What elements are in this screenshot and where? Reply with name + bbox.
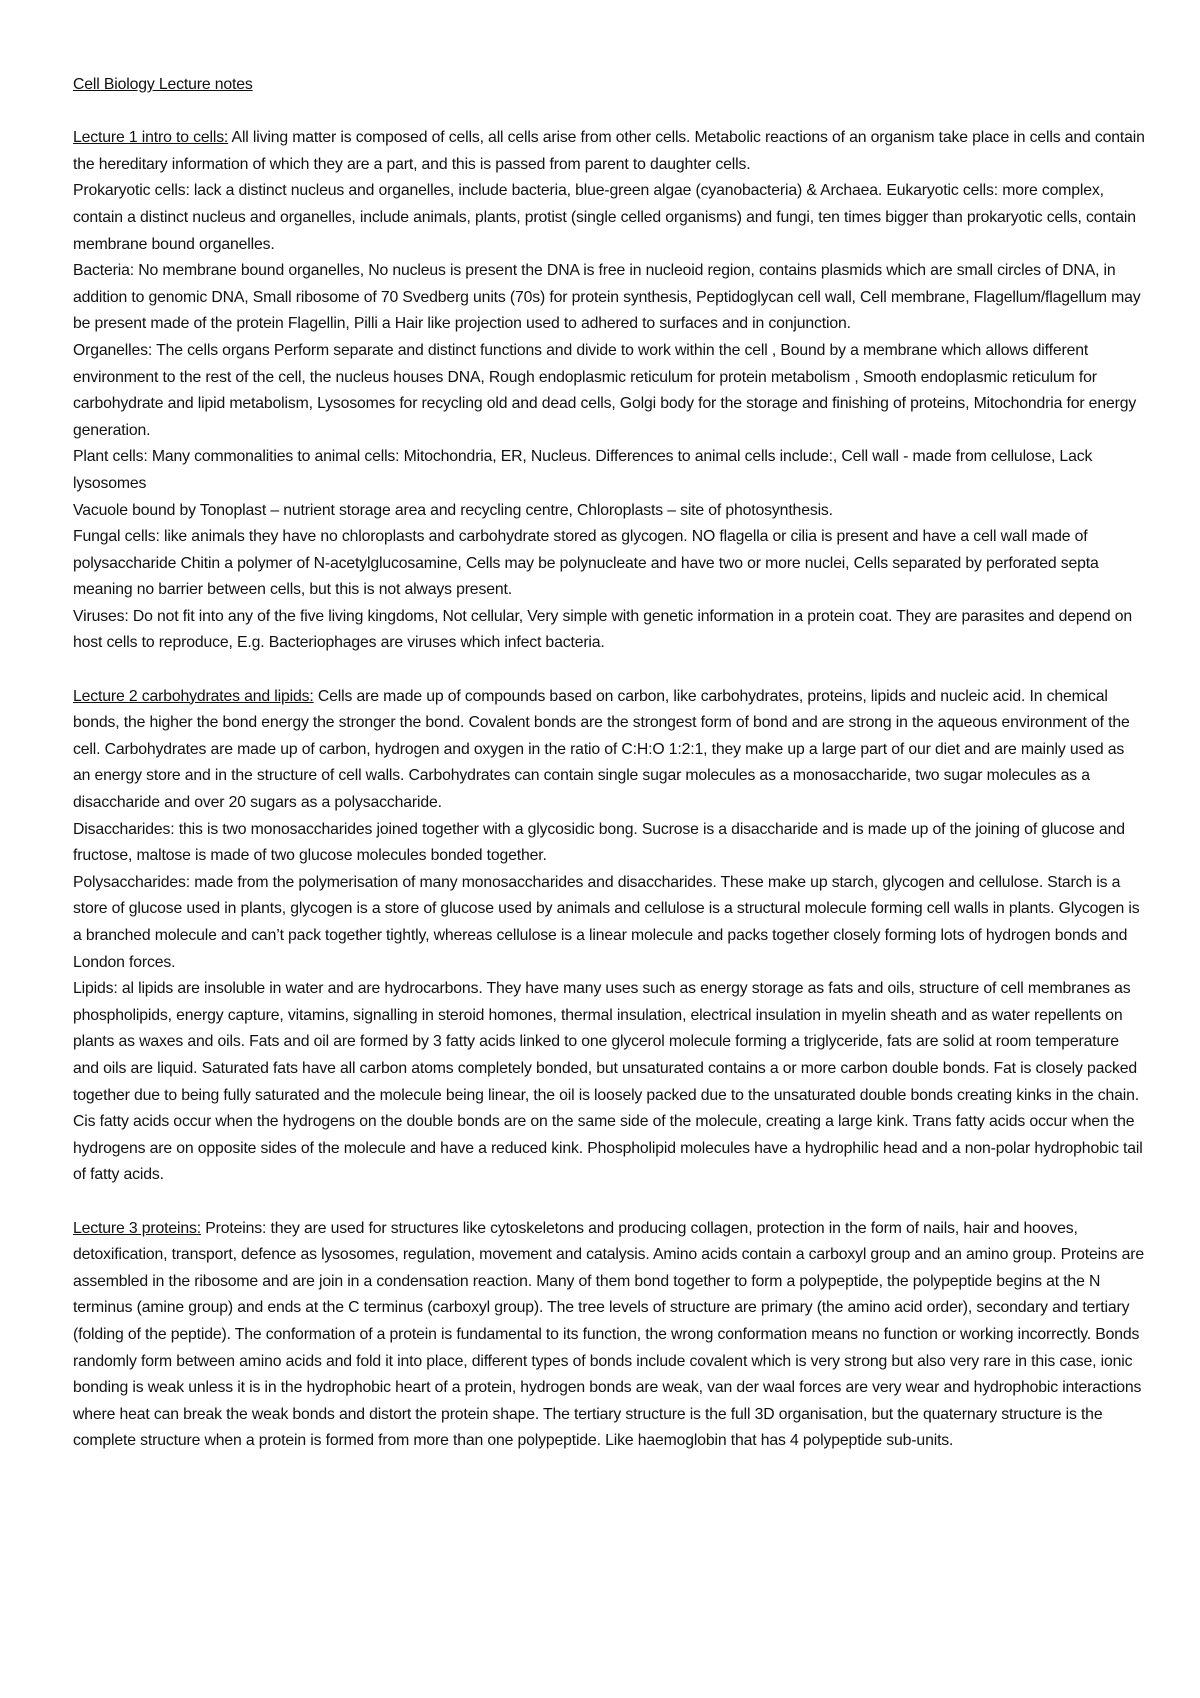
blank-line <box>73 99 1145 126</box>
organelles-paragraph: Organelles: The cells organs Perform separate and distinct functions and divide to work within the cell , Bound by a membrane which allows different environment to the rest of the cell, the nucleus houses DNA, Rough endoplasmic reticulum for protein metabolism , Smooth endoplasmic reticulum for carbohydrate and lipid metabolism, Lysosomes for recycling old and dead cells, Golgi body for the storage and finishing of proteins, Mitochondria for energy generation. <box>73 341 1137 439</box>
fungal-cells-paragraph: Fungal cells: like animals they have no chloroplasts and carbohydrate stored as glycogen. NO flagella or cilia is present and have a cell wall made of polysaccharide Chitin a polymer of N-acetylglucosamine, Cells may be polynucleate and have two or more nuclei, Cells separated by perforated septa meaning no barrier between cells, but this is not always present. <box>73 528 1099 599</box>
document-page <box>73 72 1145 1455</box>
lecture-2-intro <box>73 684 1145 817</box>
polysaccharides-paragraph: Polysaccharides: made from the polymerisation of many monosaccharides and disaccharides. These make up starch, glycogen and cellulose. Starch is a store of glucose used in plants, glycogen is a store of glucose used by animals and cellulose is a structural molecule forming cell walls in plants. Glycogen is a branched molecule and can’t pack together tightly, whereas cellulose is a linear molecule and packs together closely forming lots of hydrogen bonds and London forces. <box>73 873 1140 971</box>
vacuole-paragraph: Vacuole bound by Tonoplast – nutrient storage area and recycling centre, Chloroplasts – site of photosynthesis. <box>73 501 833 519</box>
lecture-2-heading: Lecture 2 carbohydrates and lipids: <box>73 687 314 705</box>
bacteria-paragraph: Bacteria: No membrane bound organelles, No nucleus is present the DNA is free in nucleoid region, contains plasmids which are small circles of DNA, in addition to genomic DNA, Small ribosome of 70 Svedberg units (70s) for protein synthesis, Peptidoglycan cell wall, Cell membrane, Flagellum/flagellum may be present made of the protein Flagellin, Pilli a Hair like projection used to adhered to surfaces and in conjunction. <box>73 262 1141 333</box>
lecture-1-heading: Lecture 1 intro to cells: <box>73 129 229 147</box>
lecture-3-heading: Lecture 3 proteins: <box>73 1219 201 1237</box>
lecture-3-intro <box>73 1216 1145 1455</box>
document-title: Cell Biology Lecture notes <box>73 76 253 93</box>
lecture-2-intro-text: Cells are made up of compounds based on carbon, like carbohydrates, proteins, lipids and nucleic acid. In chemical bonds, the higher the bond energy the stronger the bond. Covalent bonds are the strongest form of bond and are strong in the aqueous environment of the cell. Carbohydrates are made up of carbon, hydrogen and oxygen in the ratio of C:H:O 1:2:1, they make up a large part of our diet and are mainly used as an energy store and in the structure of cell walls. Carbohydrates can contain single sugar molecules as a monosaccharide, two sugar molecules as a disaccharide and over 20 sugars as a polysaccharide. <box>73 687 1130 812</box>
plant-cells-paragraph: Plant cells: Many commonalities to animal cells: Mitochondria, ER, Nucleus. Differences to animal cells include:, Cell wall - made from cellulose, Lack lysosomes <box>73 448 1093 492</box>
disaccharides-paragraph: Disaccharides: this is two monosaccharides joined together with a glycosidic bong. Sucrose is a disaccharide and is made up of the joining of glucose and fructose, maltose is made of two glucose molecules bonded together. <box>73 820 1125 865</box>
lipids-paragraph: Lipids: al lipids are insoluble in water and are hydrocarbons. They have many uses such as energy storage as fats and oils, structure of cell membranes as phospholipids, energy capture, vitamins, signalling in steroid homones, thermal insulation, electrical insulation in myelin sheath and as water repellents on plants as waxes and oils. Fats and oil are formed by 3 fatty acids linked to one glycerol molecule forming a triglyceride, fats are solid at room temperature and oils are liquid. Saturated fats have all carbon atoms completely bonded, but unsaturated contains a or more carbon double bonds. Fat is closely packed together due to being fully saturated and the molecule being linear, the oil is loosely packed due to the unsaturated double bonds creating kinks in the chain. Cis fatty acids occur when the hydrogens on the double bonds are on the same side of the molecule, creating a large kink. Trans fatty acids occur when the hydrogens are on opposite sides of the molecule and have a reduced kink. Phospholipid molecules have a hydrophilic head and a non-polar hydrophobic tail of fatty acids. <box>73 980 1143 1184</box>
lecture-3-intro-text: Proteins: they are used for structures like cytoskeletons and producing collagen, protection in the form of nails, hair and hooves, detoxification, transport, defence as lysosomes, regulation, movement and catalysis. Amino acids contain a carboxyl group and an amino group. Proteins are assembled in the ribosome and are join in a condensation reaction. Many of them bond together to form a polypeptide, the polypeptide begins at the N terminus (amine group) and ends at the C terminus (carboxyl group). The tree levels of structure are primary (the amino acid order), secondary and tertiary (folding of the peptide). The conformation of a protein is fundamental to its function, the wrong conformation means no function or working incorrectly. Bonds randomly form between amino acids and fold it into place, different types of bonds include covalent which is very strong but also very rare in this case, ionic bonding is weak unless it is in the hydrophobic heart of a protein, hydrogen bonds are weak, van der waal forces are very wear and hydrophobic interactions where heat can break the weak bonds and distort the protein shape. The tertiary structure is the full 3D organisation, but the quaternary structure is the complete structure when a protein is formed from more than one polypeptide. Like haemoglobin that has 4 polypeptide sub-units. <box>73 1219 1144 1450</box>
viruses-paragraph: Viruses: Do not fit into any of the five living kingdoms, Not cellular, Very simple with genetic information in a protein coat. They are parasites and depend on host cells to reproduce, E.g. Bacteriophages are viruses which infect bacteria. <box>73 607 1132 652</box>
blank-line <box>73 657 1145 684</box>
lecture-1-intro-text: All living matter is composed of cells, all cells arise from other cells. Metabolic reactions of an organism take place in cells and contain the hereditary information of which they are a part, and this is passed from parent to daughter cells. <box>73 129 1145 173</box>
prokaryotic-paragraph: Prokaryotic cells: lack a distinct nucleus and organelles, include bacteria, blue-green algae (cyanobacteria) & Archaea. Eukaryotic cells: more complex, contain a distinct nucleus and organelles, include animals, plants, protist (single celled organisms) and fungi, ten times bigger than prokaryotic cells, contain membrane bound organelles. <box>73 182 1136 253</box>
blank-line <box>73 1189 1145 1216</box>
lecture-1-intro <box>73 125 1145 178</box>
